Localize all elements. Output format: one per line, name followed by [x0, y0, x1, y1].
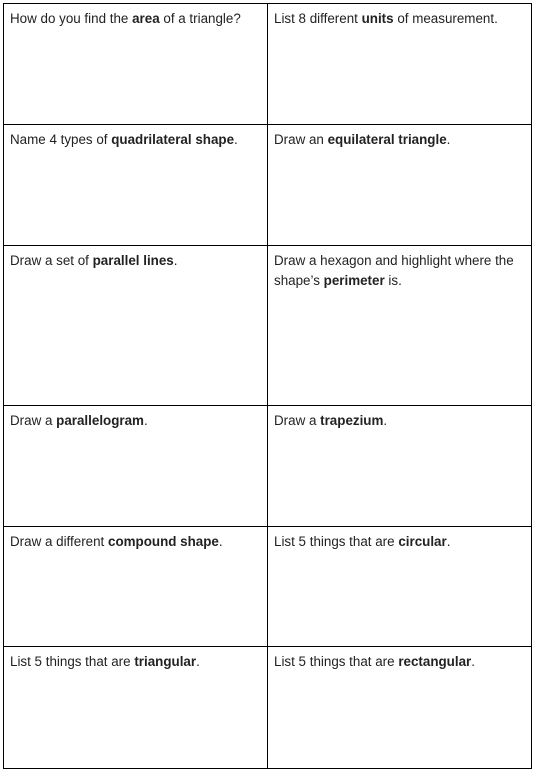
question-cell-parallel-lines: Draw a set of parallel lines.: [4, 246, 268, 406]
table-row: [4, 125, 532, 246]
table-row: [4, 527, 532, 647]
question-cell-equilateral: Draw an equilateral triangle.: [268, 125, 532, 246]
table-row: [4, 406, 532, 527]
question-cell-area: How do you find the area of a triangle?: [4, 4, 268, 125]
question-cell-units: List 8 different units of measurement.: [268, 4, 532, 125]
table-row: [4, 4, 532, 125]
question-cell-compound-shape: Draw a different compound shape.: [4, 527, 268, 647]
table-row: [4, 246, 532, 406]
question-cell-triangular: List 5 things that are triangular.: [4, 647, 268, 769]
question-cell-parallelogram: Draw a parallelogram.: [4, 406, 268, 527]
question-cell-perimeter: Draw a hexagon and highlight where the shape’s perimeter is.: [268, 246, 532, 406]
question-cell-circular: List 5 things that are circular.: [268, 527, 532, 647]
table-row: [4, 647, 532, 769]
question-cell-rectangular: List 5 things that are rectangular.: [268, 647, 532, 769]
worksheet-table: [3, 3, 532, 769]
question-cell-quadrilateral: Name 4 types of quadrilateral shape.: [4, 125, 268, 246]
question-cell-trapezium: Draw a trapezium.: [268, 406, 532, 527]
